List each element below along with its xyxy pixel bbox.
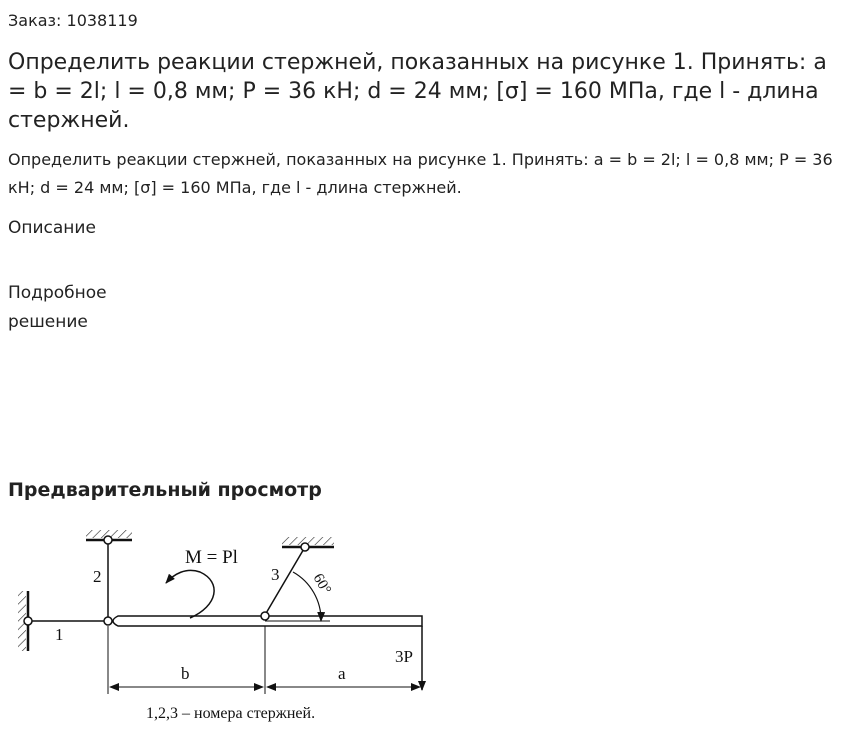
force-label: 3P [395,647,413,666]
preview-figure [0,520,470,729]
rod-3-label: 3 [271,565,280,584]
task-description: Определить реакции стержней, показанных на рисунке 1. Принять: a = b = 2l; l = 0,8 мм; P = 36 кН; d = 24 мм; [σ] = 160 МПа, где l - длина стержней. [8,150,833,197]
moment-arrow [166,570,214,618]
figure-caption: 1,2,3 – номера стержней. [146,705,316,722]
rod-1-label: 1 [55,625,64,644]
page-title: Определить реакции стержней, показанных на рисунке 1. Принять: a = b = 2l; l = 0,8 мм; P = 36 кН; d = 24 мм; [σ] = 160 МПа, где l - длина стержней. [8,50,827,133]
order-number: Заказ: 1038119 [8,11,138,30]
moment-label: M = Pl [185,547,238,568]
angle-label: 60° [309,571,334,598]
dimension-b-label: b [181,664,190,683]
mechanics-diagram [0,520,470,729]
rod-2-label: 2 [93,567,102,586]
solution-label: Подробное решение [8,283,107,332]
hinge-wall [24,617,32,625]
hinge-beam [261,612,269,620]
hinge-node [104,617,112,625]
preview-heading: Предварительный просмотр [8,479,322,501]
hinge-top-left [104,536,112,544]
hinge-top-right [301,543,309,551]
dimension-lines [108,626,420,694]
dimension-a-label: a [338,664,346,683]
description-label: Описание [8,218,96,238]
